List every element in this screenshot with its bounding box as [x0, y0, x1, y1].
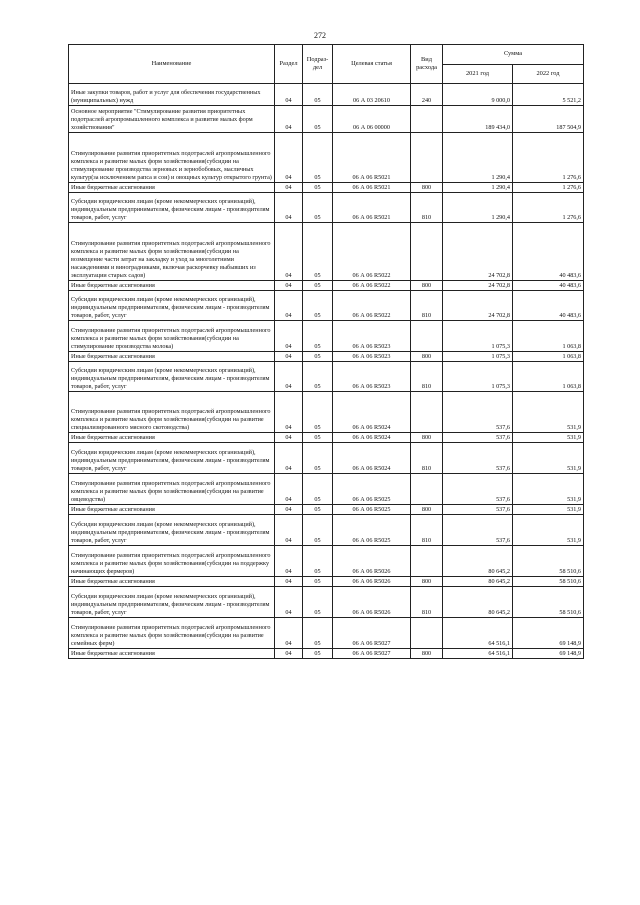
- row-sum-2022-cell: 40 483,6: [513, 291, 584, 321]
- table-row: [69, 281, 584, 291]
- table-row: [69, 84, 584, 106]
- row-vid-cell: [411, 223, 443, 281]
- row-tselevaya-cell: 06 А 06 R5025: [333, 515, 411, 546]
- row-razdel-cell: 04: [275, 362, 303, 392]
- row-sum-2021-cell: 537,6: [443, 474, 513, 505]
- row-razdel-cell: 04: [275, 133, 303, 183]
- row-vid-cell: 800: [411, 505, 443, 515]
- row-tselevaya-cell: 06 А 06 00000: [333, 106, 411, 133]
- row-name-cell: Стимулирование развития приоритетных подотраслей агропромышленного комплекса и развитие малых форм хозяйствования(субсидии на развитие овцеводства): [69, 474, 275, 505]
- table-row: [69, 183, 584, 193]
- row-sum-2021-cell: 64 516,1: [443, 649, 513, 659]
- row-razdel-cell: 04: [275, 505, 303, 515]
- row-podrazdel-cell: 05: [303, 433, 333, 443]
- row-vid-cell: 800: [411, 183, 443, 193]
- row-sum-2021-cell: 537,6: [443, 433, 513, 443]
- row-tselevaya-cell: 06 А 06 R5023: [333, 321, 411, 352]
- row-sum-2022-cell: 58 510,6: [513, 546, 584, 577]
- row-sum-2021-cell: 80 645,2: [443, 546, 513, 577]
- row-sum-2021-cell: 1 075,3: [443, 362, 513, 392]
- row-tselevaya-cell: 06 А 06 R5026: [333, 587, 411, 618]
- row-sum-2022-cell: 1 063,8: [513, 352, 584, 362]
- row-sum-2022-cell: 58 510,6: [513, 577, 584, 587]
- row-tselevaya-cell: 06 А 06 R5026: [333, 577, 411, 587]
- row-vid-cell: [411, 133, 443, 183]
- row-sum-2022-cell: 1 063,8: [513, 321, 584, 352]
- table-body: [69, 84, 584, 659]
- row-vid-cell: 240: [411, 84, 443, 106]
- row-podrazdel-cell: 05: [303, 649, 333, 659]
- table-row: [69, 362, 584, 392]
- row-sum-2021-cell: 24 702,8: [443, 291, 513, 321]
- row-vid-cell: 810: [411, 362, 443, 392]
- header-vid-raskhoda: Вид расхода: [411, 45, 443, 84]
- row-razdel-cell: 04: [275, 84, 303, 106]
- header-razdel: Раздел: [275, 45, 303, 84]
- row-razdel-cell: 04: [275, 106, 303, 133]
- header-year-2021: 2021 год: [443, 65, 513, 84]
- row-vid-cell: [411, 106, 443, 133]
- row-sum-2021-cell: 189 434,0: [443, 106, 513, 133]
- row-tselevaya-cell: 06 А 06 R5022: [333, 223, 411, 281]
- row-sum-2021-cell: 80 645,2: [443, 587, 513, 618]
- row-tselevaya-cell: 06 А 06 R5022: [333, 281, 411, 291]
- table-row: [69, 321, 584, 352]
- row-razdel-cell: 04: [275, 577, 303, 587]
- row-podrazdel-cell: 05: [303, 443, 333, 474]
- row-sum-2021-cell: 1 075,3: [443, 352, 513, 362]
- row-podrazdel-cell: 05: [303, 587, 333, 618]
- row-sum-2022-cell: 69 148,9: [513, 618, 584, 649]
- header-podrazdel: Подраз-дел: [303, 45, 333, 84]
- row-sum-2022-cell: 531,9: [513, 392, 584, 433]
- row-podrazdel-cell: 05: [303, 362, 333, 392]
- header-tselevaya-statya: Целевая статья: [333, 45, 411, 84]
- row-sum-2021-cell: 537,6: [443, 443, 513, 474]
- row-vid-cell: 810: [411, 291, 443, 321]
- row-name-cell: Иные бюджетные ассигнования: [69, 505, 275, 515]
- row-razdel-cell: 04: [275, 443, 303, 474]
- row-sum-2022-cell: 58 510,6: [513, 587, 584, 618]
- row-sum-2021-cell: 64 516,1: [443, 618, 513, 649]
- row-sum-2022-cell: 40 483,6: [513, 223, 584, 281]
- row-podrazdel-cell: 05: [303, 546, 333, 577]
- table-row: [69, 618, 584, 649]
- row-razdel-cell: 04: [275, 587, 303, 618]
- row-sum-2021-cell: 1 290,4: [443, 183, 513, 193]
- row-name-cell: Иные бюджетные ассигнования: [69, 281, 275, 291]
- row-sum-2021-cell: 1 290,4: [443, 193, 513, 223]
- row-sum-2021-cell: 80 645,2: [443, 577, 513, 587]
- row-razdel-cell: 04: [275, 546, 303, 577]
- row-tselevaya-cell: 06 А 06 R5025: [333, 474, 411, 505]
- row-vid-cell: 800: [411, 649, 443, 659]
- row-vid-cell: [411, 474, 443, 505]
- row-vid-cell: 800: [411, 281, 443, 291]
- row-vid-cell: 810: [411, 193, 443, 223]
- row-name-cell: Стимулирование развития приоритетных подотраслей агропромышленного комплекса и развитие малых форм хозяйствования(субсидии на поддержку начинающих фермеров): [69, 546, 275, 577]
- row-tselevaya-cell: 06 А 03 20610: [333, 84, 411, 106]
- row-vid-cell: 800: [411, 352, 443, 362]
- row-sum-2021-cell: 9 000,0: [443, 84, 513, 106]
- row-razdel-cell: 04: [275, 321, 303, 352]
- row-name-cell: Стимулирование развития приоритетных подотраслей агропромышленного комплекса и развитие малых форм хозяйствования(субсидии на стимулирование производства молока): [69, 321, 275, 352]
- row-razdel-cell: 04: [275, 352, 303, 362]
- row-tselevaya-cell: 06 А 06 R5021: [333, 193, 411, 223]
- row-razdel-cell: 04: [275, 281, 303, 291]
- table-row: [69, 133, 584, 183]
- row-sum-2022-cell: 531,9: [513, 443, 584, 474]
- row-sum-2022-cell: 531,9: [513, 474, 584, 505]
- row-sum-2021-cell: 1 075,3: [443, 321, 513, 352]
- row-name-cell: Субсидии юридическим лицам (кроме некоммерческих организаций), индивидуальным предпринимателям, физическим лицам - производителям товаров, работ, услуг: [69, 515, 275, 546]
- row-razdel-cell: 04: [275, 515, 303, 546]
- row-vid-cell: 810: [411, 443, 443, 474]
- table-row: [69, 505, 584, 515]
- table-row: [69, 443, 584, 474]
- row-name-cell: Иные бюджетные ассигнования: [69, 649, 275, 659]
- row-name-cell: Субсидии юридическим лицам (кроме некоммерческих организаций), индивидуальным предпринимателям, физическим лицам - производителям товаров, работ, услуг: [69, 291, 275, 321]
- row-vid-cell: [411, 546, 443, 577]
- page-number: 272: [314, 31, 326, 40]
- row-tselevaya-cell: 06 А 06 R5024: [333, 392, 411, 433]
- table-row: [69, 474, 584, 505]
- row-podrazdel-cell: 05: [303, 106, 333, 133]
- row-tselevaya-cell: 06 А 06 R5024: [333, 443, 411, 474]
- row-sum-2022-cell: 1 276,6: [513, 193, 584, 223]
- row-name-cell: Стимулирование развития приоритетных подотраслей агропромышленного комплекса и развитие малых форм хозяйствования(субсидии на возмещение части затрат на закладку и уход за многолетними насаждениями и виноградниками, включая раскорчевку выбывших из эксплуатации старых садов): [69, 223, 275, 281]
- row-podrazdel-cell: 05: [303, 281, 333, 291]
- table-row: [69, 515, 584, 546]
- row-tselevaya-cell: 06 А 06 R5025: [333, 505, 411, 515]
- table-row: [69, 106, 584, 133]
- row-podrazdel-cell: 05: [303, 193, 333, 223]
- row-vid-cell: [411, 321, 443, 352]
- header-name: Наименование: [69, 45, 275, 84]
- row-tselevaya-cell: 06 А 06 R5023: [333, 352, 411, 362]
- row-tselevaya-cell: 06 А 06 R5026: [333, 546, 411, 577]
- row-sum-2022-cell: 531,9: [513, 505, 584, 515]
- row-tselevaya-cell: 06 А 06 R5022: [333, 291, 411, 321]
- table-row: [69, 546, 584, 577]
- row-name-cell: Иные закупки товаров, работ и услуг для обеспечения государственных (муниципальных) нужд: [69, 84, 275, 106]
- row-name-cell: Иные бюджетные ассигнования: [69, 577, 275, 587]
- row-podrazdel-cell: 05: [303, 223, 333, 281]
- table-row: [69, 352, 584, 362]
- row-podrazdel-cell: 05: [303, 618, 333, 649]
- row-sum-2022-cell: 531,9: [513, 515, 584, 546]
- row-sum-2022-cell: 5 521,2: [513, 84, 584, 106]
- row-podrazdel-cell: 05: [303, 515, 333, 546]
- row-sum-2021-cell: 1 290,4: [443, 133, 513, 183]
- row-sum-2021-cell: 24 702,8: [443, 281, 513, 291]
- row-name-cell: Субсидии юридическим лицам (кроме некоммерческих организаций), индивидуальным предпринимателям, физическим лицам - производителям товаров, работ, услуг: [69, 443, 275, 474]
- row-podrazdel-cell: 05: [303, 352, 333, 362]
- row-sum-2022-cell: 531,9: [513, 433, 584, 443]
- row-razdel-cell: 04: [275, 291, 303, 321]
- table-row: [69, 291, 584, 321]
- row-vid-cell: 800: [411, 433, 443, 443]
- row-razdel-cell: 04: [275, 474, 303, 505]
- row-vid-cell: 810: [411, 515, 443, 546]
- table-row: [69, 392, 584, 433]
- row-sum-2021-cell: 537,6: [443, 515, 513, 546]
- row-razdel-cell: 04: [275, 392, 303, 433]
- header-summa: Сумма: [443, 45, 584, 65]
- row-name-cell: Иные бюджетные ассигнования: [69, 183, 275, 193]
- row-name-cell: Стимулирование развития приоритетных подотраслей агропромышленного комплекса и развитие малых форм хозяйствования(субсидии на развитие специализированного мясного скотоводства): [69, 392, 275, 433]
- row-sum-2022-cell: 69 148,9: [513, 649, 584, 659]
- table-row: [69, 433, 584, 443]
- row-name-cell: Основное мероприятие "Стимулирование развития приоритетных подотраслей агропромышленного комплекса и развитие малых форм хозяйствования": [69, 106, 275, 133]
- row-razdel-cell: 04: [275, 649, 303, 659]
- row-podrazdel-cell: 05: [303, 577, 333, 587]
- row-podrazdel-cell: 05: [303, 392, 333, 433]
- row-razdel-cell: 04: [275, 433, 303, 443]
- row-tselevaya-cell: 06 А 06 R5024: [333, 433, 411, 443]
- table-row: [69, 223, 584, 281]
- row-vid-cell: 800: [411, 577, 443, 587]
- row-name-cell: Субсидии юридическим лицам (кроме некоммерческих организаций), индивидуальным предпринимателям, физическим лицам - производителям товаров, работ, услуг: [69, 362, 275, 392]
- table-row: [69, 587, 584, 618]
- row-razdel-cell: 04: [275, 193, 303, 223]
- row-sum-2021-cell: 24 702,8: [443, 223, 513, 281]
- row-razdel-cell: 04: [275, 618, 303, 649]
- row-razdel-cell: 04: [275, 223, 303, 281]
- row-podrazdel-cell: 05: [303, 474, 333, 505]
- row-tselevaya-cell: 06 А 06 R5027: [333, 649, 411, 659]
- table-row: [69, 649, 584, 659]
- budget-table: [68, 44, 584, 659]
- row-podrazdel-cell: 05: [303, 84, 333, 106]
- row-name-cell: Стимулирование развития приоритетных подотраслей агропромышленного комплекса и развитие малых форм хозяйствования(субсидии на стимулирование производства зерновых и зернобобовых, масличных культур(за исключением рапса и сои) и овощных культур открытого грунта): [69, 133, 275, 183]
- row-vid-cell: [411, 618, 443, 649]
- row-razdel-cell: 04: [275, 183, 303, 193]
- row-sum-2021-cell: 537,6: [443, 505, 513, 515]
- row-podrazdel-cell: 05: [303, 291, 333, 321]
- row-sum-2022-cell: 1 276,6: [513, 133, 584, 183]
- row-name-cell: Иные бюджетные ассигнования: [69, 352, 275, 362]
- row-podrazdel-cell: 05: [303, 505, 333, 515]
- row-name-cell: Иные бюджетные ассигнования: [69, 433, 275, 443]
- row-vid-cell: [411, 392, 443, 433]
- row-sum-2022-cell: 40 483,6: [513, 281, 584, 291]
- row-name-cell: Стимулирование развития приоритетных подотраслей агропромышленного комплекса и развитие малых форм хозяйствования(субсидии на развитие семейных ферм): [69, 618, 275, 649]
- row-sum-2022-cell: 187 504,9: [513, 106, 584, 133]
- row-sum-2022-cell: 1 276,6: [513, 183, 584, 193]
- table-row: [69, 193, 584, 223]
- row-podrazdel-cell: 05: [303, 183, 333, 193]
- row-name-cell: Субсидии юридическим лицам (кроме некоммерческих организаций), индивидуальным предпринимателям, физическим лицам - производителям товаров, работ, услуг: [69, 587, 275, 618]
- row-sum-2022-cell: 1 063,8: [513, 362, 584, 392]
- row-podrazdel-cell: 05: [303, 321, 333, 352]
- row-podrazdel-cell: 05: [303, 133, 333, 183]
- header-year-2022: 2022 год: [513, 65, 584, 84]
- row-vid-cell: 810: [411, 587, 443, 618]
- row-tselevaya-cell: 06 А 06 R5023: [333, 362, 411, 392]
- row-tselevaya-cell: 06 А 06 R5021: [333, 183, 411, 193]
- row-name-cell: Субсидии юридическим лицам (кроме некоммерческих организаций), индивидуальным предпринимателям, физическим лицам - производителям товаров, работ, услуг: [69, 193, 275, 223]
- table-row: [69, 577, 584, 587]
- row-sum-2021-cell: 537,6: [443, 392, 513, 433]
- row-tselevaya-cell: 06 А 06 R5021: [333, 133, 411, 183]
- row-tselevaya-cell: 06 А 06 R5027: [333, 618, 411, 649]
